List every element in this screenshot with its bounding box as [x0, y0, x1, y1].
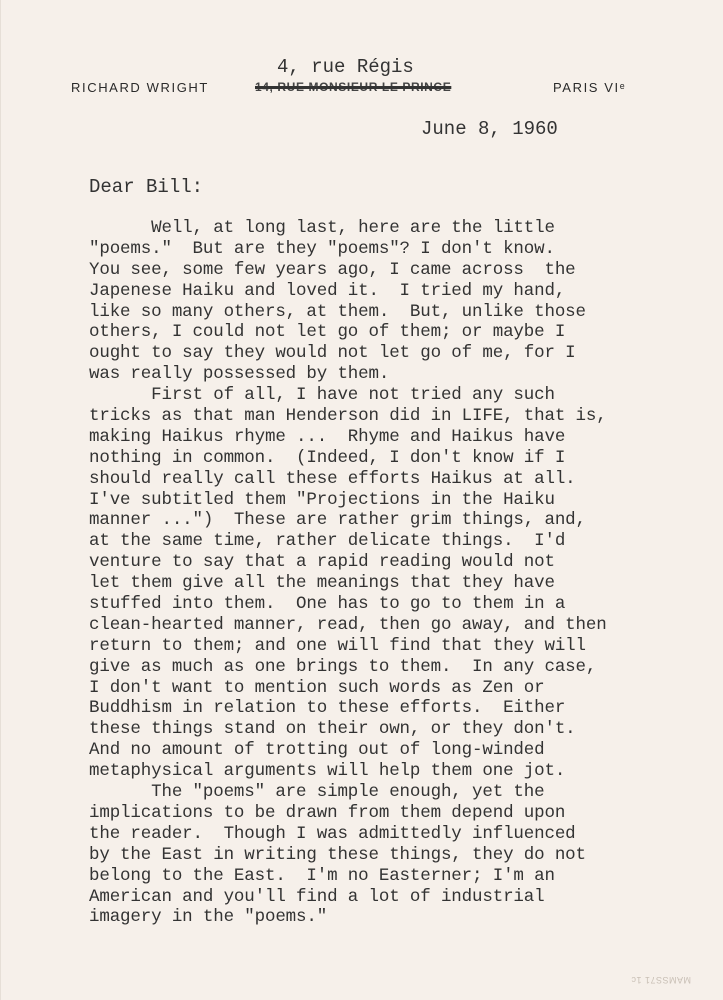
- body-line: You see, some few years ago, I came across the: [89, 259, 576, 280]
- body-line: these things stand on their own, or they don't.: [89, 719, 576, 740]
- body-line: I don't want to mention such words as Zen or: [89, 677, 545, 698]
- body-line: making Haikus rhyme ... Rhyme and Haikus have: [89, 426, 566, 447]
- body-line: tricks as that man Henderson did in LIFE, that is,: [89, 406, 607, 427]
- body-line: let them give all the meanings that they have: [89, 573, 555, 594]
- body-line: ought to say they would not let go of me, for I: [89, 343, 576, 364]
- body-line: others, I could not let go of them; or maybe I: [89, 322, 566, 343]
- body-line: "poems." But are they "poems"? I don't know.: [89, 238, 555, 259]
- body-line: was really possessed by them.: [89, 364, 390, 385]
- archive-mark: MAMSS71 1c: [631, 975, 692, 985]
- body-line: the reader. Though I was admittedly influenced: [89, 823, 576, 844]
- body-line: manner ...") These are rather grim things, and,: [89, 510, 586, 531]
- body-line: imagery in the "poems.": [89, 907, 328, 928]
- body-line: clean-hearted manner, read, then go away, and then: [89, 614, 607, 635]
- body-line: And no amount of trotting out of long-winded: [89, 740, 545, 761]
- body-line: I've subtitled them "Projections in the Haiku: [89, 489, 555, 510]
- body-line: Buddhism in relation to these efforts. Either: [89, 698, 566, 719]
- body-line: stuffed into them. One has to go to them in a: [89, 594, 566, 615]
- typed-address: 4, rue Régis: [277, 56, 414, 78]
- struck-address: 14, RUE MONSIEUR LE PRINCE: [255, 80, 452, 94]
- body-line: should really call these efforts Haikus at all.: [89, 468, 576, 489]
- body-line: give as much as one brings to them. In any case,: [89, 656, 597, 677]
- body-line: The "poems" are simple enough, yet the: [89, 782, 545, 803]
- letterhead-name: RICHARD WRIGHT: [71, 80, 209, 95]
- body-line: implications to be drawn from them depend upon: [89, 802, 566, 823]
- body-line: like so many others, at them. But, unlike those: [89, 301, 586, 322]
- letterhead-city: PARIS VIᵉ: [553, 80, 627, 95]
- body-line: venture to say that a rapid reading would not: [89, 552, 555, 573]
- letter-date: June 8, 1960: [421, 118, 558, 140]
- body-line: metaphysical arguments will help them one jot.: [89, 761, 566, 782]
- body-line: nothing in common. (Indeed, I don't know if I: [89, 447, 566, 468]
- body-line: First of all, I have not tried any such: [89, 385, 555, 406]
- body-line: Well, at long last, here are the little: [89, 218, 555, 238]
- body-line: Japenese Haiku and loved it. I tried my hand,: [89, 280, 566, 301]
- body-line: by the East in writing these things, they do not: [89, 844, 586, 865]
- body-line: at the same time, rather delicate things. I'd: [89, 531, 566, 552]
- body-line: return to them; and one will find that they will: [89, 635, 586, 656]
- salutation: Dear Bill:: [89, 176, 204, 198]
- body-line: American and you'll find a lot of industrial: [89, 886, 545, 907]
- letter-body: [89, 218, 607, 928]
- body-line: belong to the East. I'm no Easterner; I'm an: [89, 865, 555, 886]
